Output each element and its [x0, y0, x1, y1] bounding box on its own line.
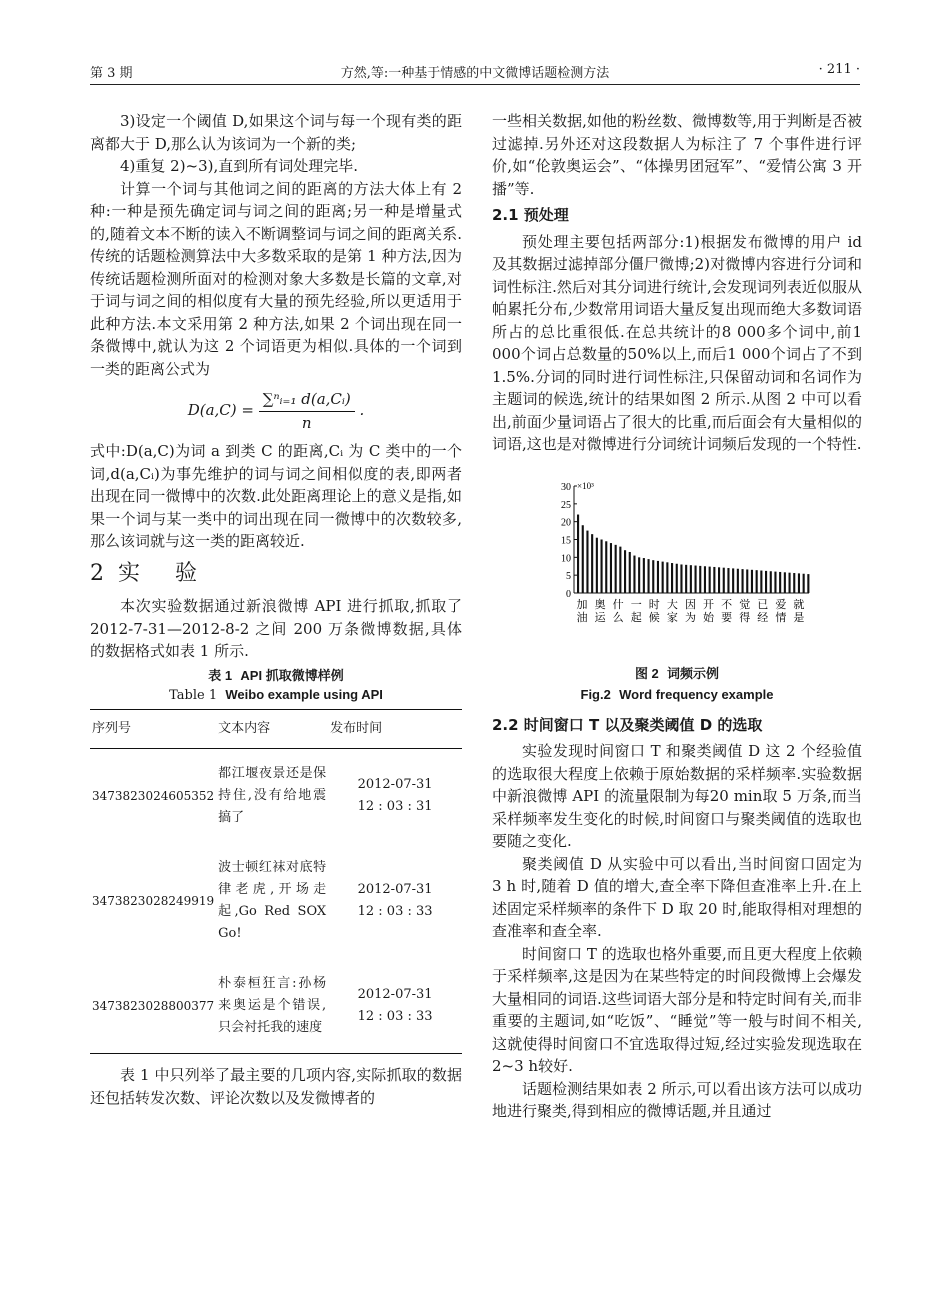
x-tick-label: 大家 [666, 597, 678, 624]
y-tick-label: 0 [566, 588, 571, 600]
y-tick-label: 30 [561, 481, 571, 493]
formula-lhs: D(a,C) = [187, 401, 254, 419]
bar [704, 566, 706, 593]
bar [779, 571, 781, 592]
figure-caption-en-label: Fig.2 [580, 686, 611, 702]
figure-caption-cn: 词频示例 [667, 665, 720, 681]
table-header-row [90, 709, 462, 749]
row-text: 都江堰夜景还是保持住,没有给地震搞了 [218, 766, 327, 825]
bar [770, 571, 772, 593]
figure-caption [492, 664, 862, 706]
bar [760, 570, 762, 592]
table-caption-en-label: Table 1 [169, 687, 218, 703]
bar [685, 564, 687, 592]
header-id: 序列号 [90, 709, 216, 749]
row-time [328, 749, 462, 844]
threshold-paragraph: 聚类阈值 D 从实验中可以看出,当时间窗口固定为 3 h 时,随着 D 值的增大,查全率下降但查准率上升.在上述固定采样频率的条件下 D 取 20 时,能取得相对理想的查准率和查全率. [492, 854, 862, 940]
bar [643, 558, 645, 593]
bar [619, 546, 621, 592]
y-tick-label: 20 [561, 517, 571, 529]
bar [591, 534, 593, 593]
section-number: 2 [90, 560, 118, 586]
bar [727, 568, 729, 593]
distance-formula [90, 388, 462, 434]
bar [638, 557, 640, 593]
table-row [90, 959, 462, 1054]
page-number: · 211 · [818, 62, 860, 77]
row-id: 3473823028249919 [92, 894, 215, 908]
bar [765, 570, 767, 592]
y-multiplier: ×10³ [577, 480, 594, 491]
bar [713, 566, 715, 592]
bar [671, 563, 673, 593]
bar [624, 550, 626, 593]
bar [742, 569, 744, 593]
row-date: 2012-07-31 [357, 987, 433, 1002]
bar [709, 566, 711, 592]
row-clock: 12 : 03 : 33 [357, 904, 433, 919]
x-tick-label: 什么 [612, 597, 624, 624]
bar [723, 567, 725, 592]
table-caption-cn-label: 表 1 [208, 667, 233, 683]
bar [737, 568, 739, 592]
bar [577, 514, 579, 592]
row-date: 2012-07-31 [357, 777, 433, 792]
row-time [328, 959, 462, 1054]
x-tick-label: 觉得 [739, 597, 751, 624]
header-time: 发布时间 [328, 709, 462, 749]
figure-caption-cn-label: 图 2 [634, 665, 659, 681]
bar [596, 537, 598, 592]
y-tick-label: 10 [561, 552, 571, 564]
x-tick-label: 爱情 [775, 597, 787, 624]
bar [666, 562, 668, 593]
bar [695, 565, 697, 592]
bar [699, 565, 701, 592]
bar [610, 543, 612, 593]
x-tick-label: 时候 [648, 597, 660, 624]
formula-explanation: 式中:D(a,C)为词 a 到类 C 的距离,Cᵢ 为 C 类中的一个词,d(a,Cᵢ)为事先维护的词与词之间相似度的表,即两者出现在同一微博中的次数.此处距离理论上的意义是指,如果一个词与某一类中的词出现在同一微博中的次数较多,那么该词就与这一类的距离较近. [90, 442, 462, 550]
bar [803, 573, 805, 592]
bar [582, 525, 584, 593]
bar [633, 555, 635, 592]
table-row [90, 749, 462, 844]
formula-numerator: ∑ⁿᵢ₌₁ d(a,Cᵢ) [259, 388, 355, 412]
bar [676, 563, 678, 592]
x-tick-label: 不要 [721, 597, 733, 624]
bar [657, 560, 659, 592]
row-text: 朴泰桓狂言:孙杨来奥运是个错误,只会衬托我的速度 [216, 959, 328, 1054]
row-date: 2012-07-31 [357, 882, 433, 897]
bar [605, 541, 607, 593]
bar [793, 573, 795, 593]
bar [746, 569, 748, 593]
issue-number: 第 3 期 [90, 66, 133, 81]
y-tick-label: 25 [561, 499, 571, 511]
table-row [90, 843, 462, 959]
weibo-table [90, 709, 462, 1055]
running-header [90, 62, 860, 85]
time-window-paragraph: 时间窗口 T 的选取也格外重要,而且更大程度上依赖于采样频率,这是因为在某些特定的时间段微博上会爆发大量相同的词语.这些词语大部分是和特定时间有关,而非重要的主题词,如“吃饭”、“睡觉”等一般与时间不相关,这就使得时间窗口不宜选取得过短,经过实验发现选取在2~3 h较好. [492, 944, 862, 1075]
bar [774, 571, 776, 592]
bar [652, 560, 654, 593]
bar [615, 544, 617, 592]
x-tick-label: 就是 [793, 597, 805, 624]
bar [751, 569, 753, 592]
bar [680, 564, 682, 593]
x-tick-label: 加油 [576, 597, 588, 624]
chart-svg [544, 478, 824, 648]
continued-paragraph: 一些相关数据,如他的粉丝数、微博数等,用于判断是否被过滤掉.另外还对这段数据人为标注了 7 个事件进行评价,如“伦敦奥运会”、“体操男团冠军”、“爱情公寓 3 开播”等. [492, 112, 862, 198]
x-tick-label: 因为 [684, 597, 696, 624]
left-column [90, 110, 462, 1109]
table-caption-en: Weibo example using API [225, 686, 383, 702]
bar [601, 539, 603, 593]
row-clock: 12 : 03 : 31 [357, 799, 433, 814]
experiment-paragraph: 本次实验数据通过新浪微博 API 进行抓取,抓取了 2012-7-31—2012-8-2 之间 200 万条微博数据,具体的数据格式如表 1 所示. [90, 597, 462, 660]
subsection-2-1: 2.1 预处理 [492, 206, 569, 224]
table-note-paragraph: 表 1 中只列举了最主要的几项内容,实际抓取的数据还包括转发次数、评论次数以及发微博者的 [90, 1066, 462, 1107]
row-clock: 12 : 03 : 33 [357, 1009, 433, 1024]
formula-end: . [359, 401, 365, 419]
running-title: 方然,等:一种基于情感的中文微博话题检测方法 [340, 66, 610, 81]
x-tick-label: 一起 [630, 597, 642, 624]
row-id: 3473823028800377 [90, 959, 216, 1054]
bar [718, 567, 720, 593]
figure-caption-en: Word frequency example [619, 686, 774, 702]
bar [662, 561, 664, 592]
x-tick-label: 奥运 [594, 597, 606, 624]
step-3: 3)设定一个阈值 D,如果这个词与每一个现有类的距离都大于 D,那么认为该词为一个新的类; [90, 112, 462, 153]
y-tick-label: 5 [566, 570, 571, 582]
bar [784, 572, 786, 593]
right-column [492, 110, 862, 1123]
y-tick-label: 15 [561, 535, 571, 546]
step-4: 4)重复 2)~3),直到所有词处理完毕. [120, 157, 359, 175]
bar [798, 573, 800, 593]
results-paragraph: 话题检测结果如表 2 所示,可以看出该方法可以成功地进行聚类,得到相应的微博话题,并且通过 [492, 1079, 862, 1120]
row-id: 3473823024605352 [92, 789, 215, 803]
row-text: 波士顿红袜对底特律老虎,开场走起,Go Red SOX Go! [218, 860, 327, 941]
bar [756, 570, 758, 593]
bar [586, 530, 588, 592]
bar [732, 568, 734, 593]
subsection-2-2: 2.2 时间窗口 T 以及聚类阈值 D 的选取 [492, 715, 763, 734]
bar [807, 574, 809, 593]
preprocess-paragraph: 预处理主要包括两部分:1)根据发布微博的用户 id 及其数据过滤掉部分僵尸微博;2)对微博内容进行分词和词性标注.然后对其分词进行统计,会发现词列表近似服从帕累托分布,少数常用词语大量反复出现而绝大多数词语所占的总比重很低.在总共统计的8 000多个词中,前1 000个词占总数量的50%以上,而后1 000个词占了不到 1.5%.分词的同时进行词性标注,只保留动词和名词作为主题词的候选,统计的结果如图 2 所示.从图 2 中可以看出,前面少量词语占了很大的比重,而后面会有大量相似的词语,这也是对微博进行分词统计词频后发现的一个特性. [492, 232, 862, 453]
bar [629, 551, 631, 592]
table-caption [90, 667, 462, 705]
x-tick-label: 开始 [703, 597, 715, 624]
x-tick-label: 已经 [757, 597, 769, 624]
section-title: 实 验 [118, 560, 211, 586]
section-heading [90, 560, 462, 586]
bar [648, 559, 650, 593]
formula-denominator: n [301, 413, 312, 432]
word-frequency-chart [544, 478, 824, 658]
window-threshold-paragraph: 实验发现时间窗口 T 和聚类阈值 D 这 2 个经验值的选取很大程度上依赖于原始数据的采样频率.实验数据中新浪微博 API 的流量限制为每20 min取 5 万条,而当采样频率发生变化的时候,时间窗口与聚类阈值的选取也要随之变化. [492, 742, 862, 850]
distance-method-paragraph: 计算一个词与其他词之间的距离的方法大体上有 2 种:一种是预先确定词与词之间的距离;另一种是增量式的,随着文本不断的读入不断调整词与词之间的距离关系.传统的话题检测算法中大多数采取的是第 1 种方法,因为传统话题检测所面对的检测对象大多数是长篇的文章,对于词与词之间的相似度有大量的预先经验,所以更适用于此种方法.本文采用第 2 种方法,如果 2 个词出现在同一条微博中,就认为这 2 个词语更为相似.具体的一个词到一类的距离公式为 [90, 179, 462, 378]
header-text: 文本内容 [216, 709, 328, 749]
bar [690, 565, 692, 593]
bar [789, 572, 791, 592]
formula-fraction [259, 388, 355, 434]
row-time [328, 843, 462, 959]
table-caption-cn: API 抓取微博样例 [240, 667, 344, 683]
